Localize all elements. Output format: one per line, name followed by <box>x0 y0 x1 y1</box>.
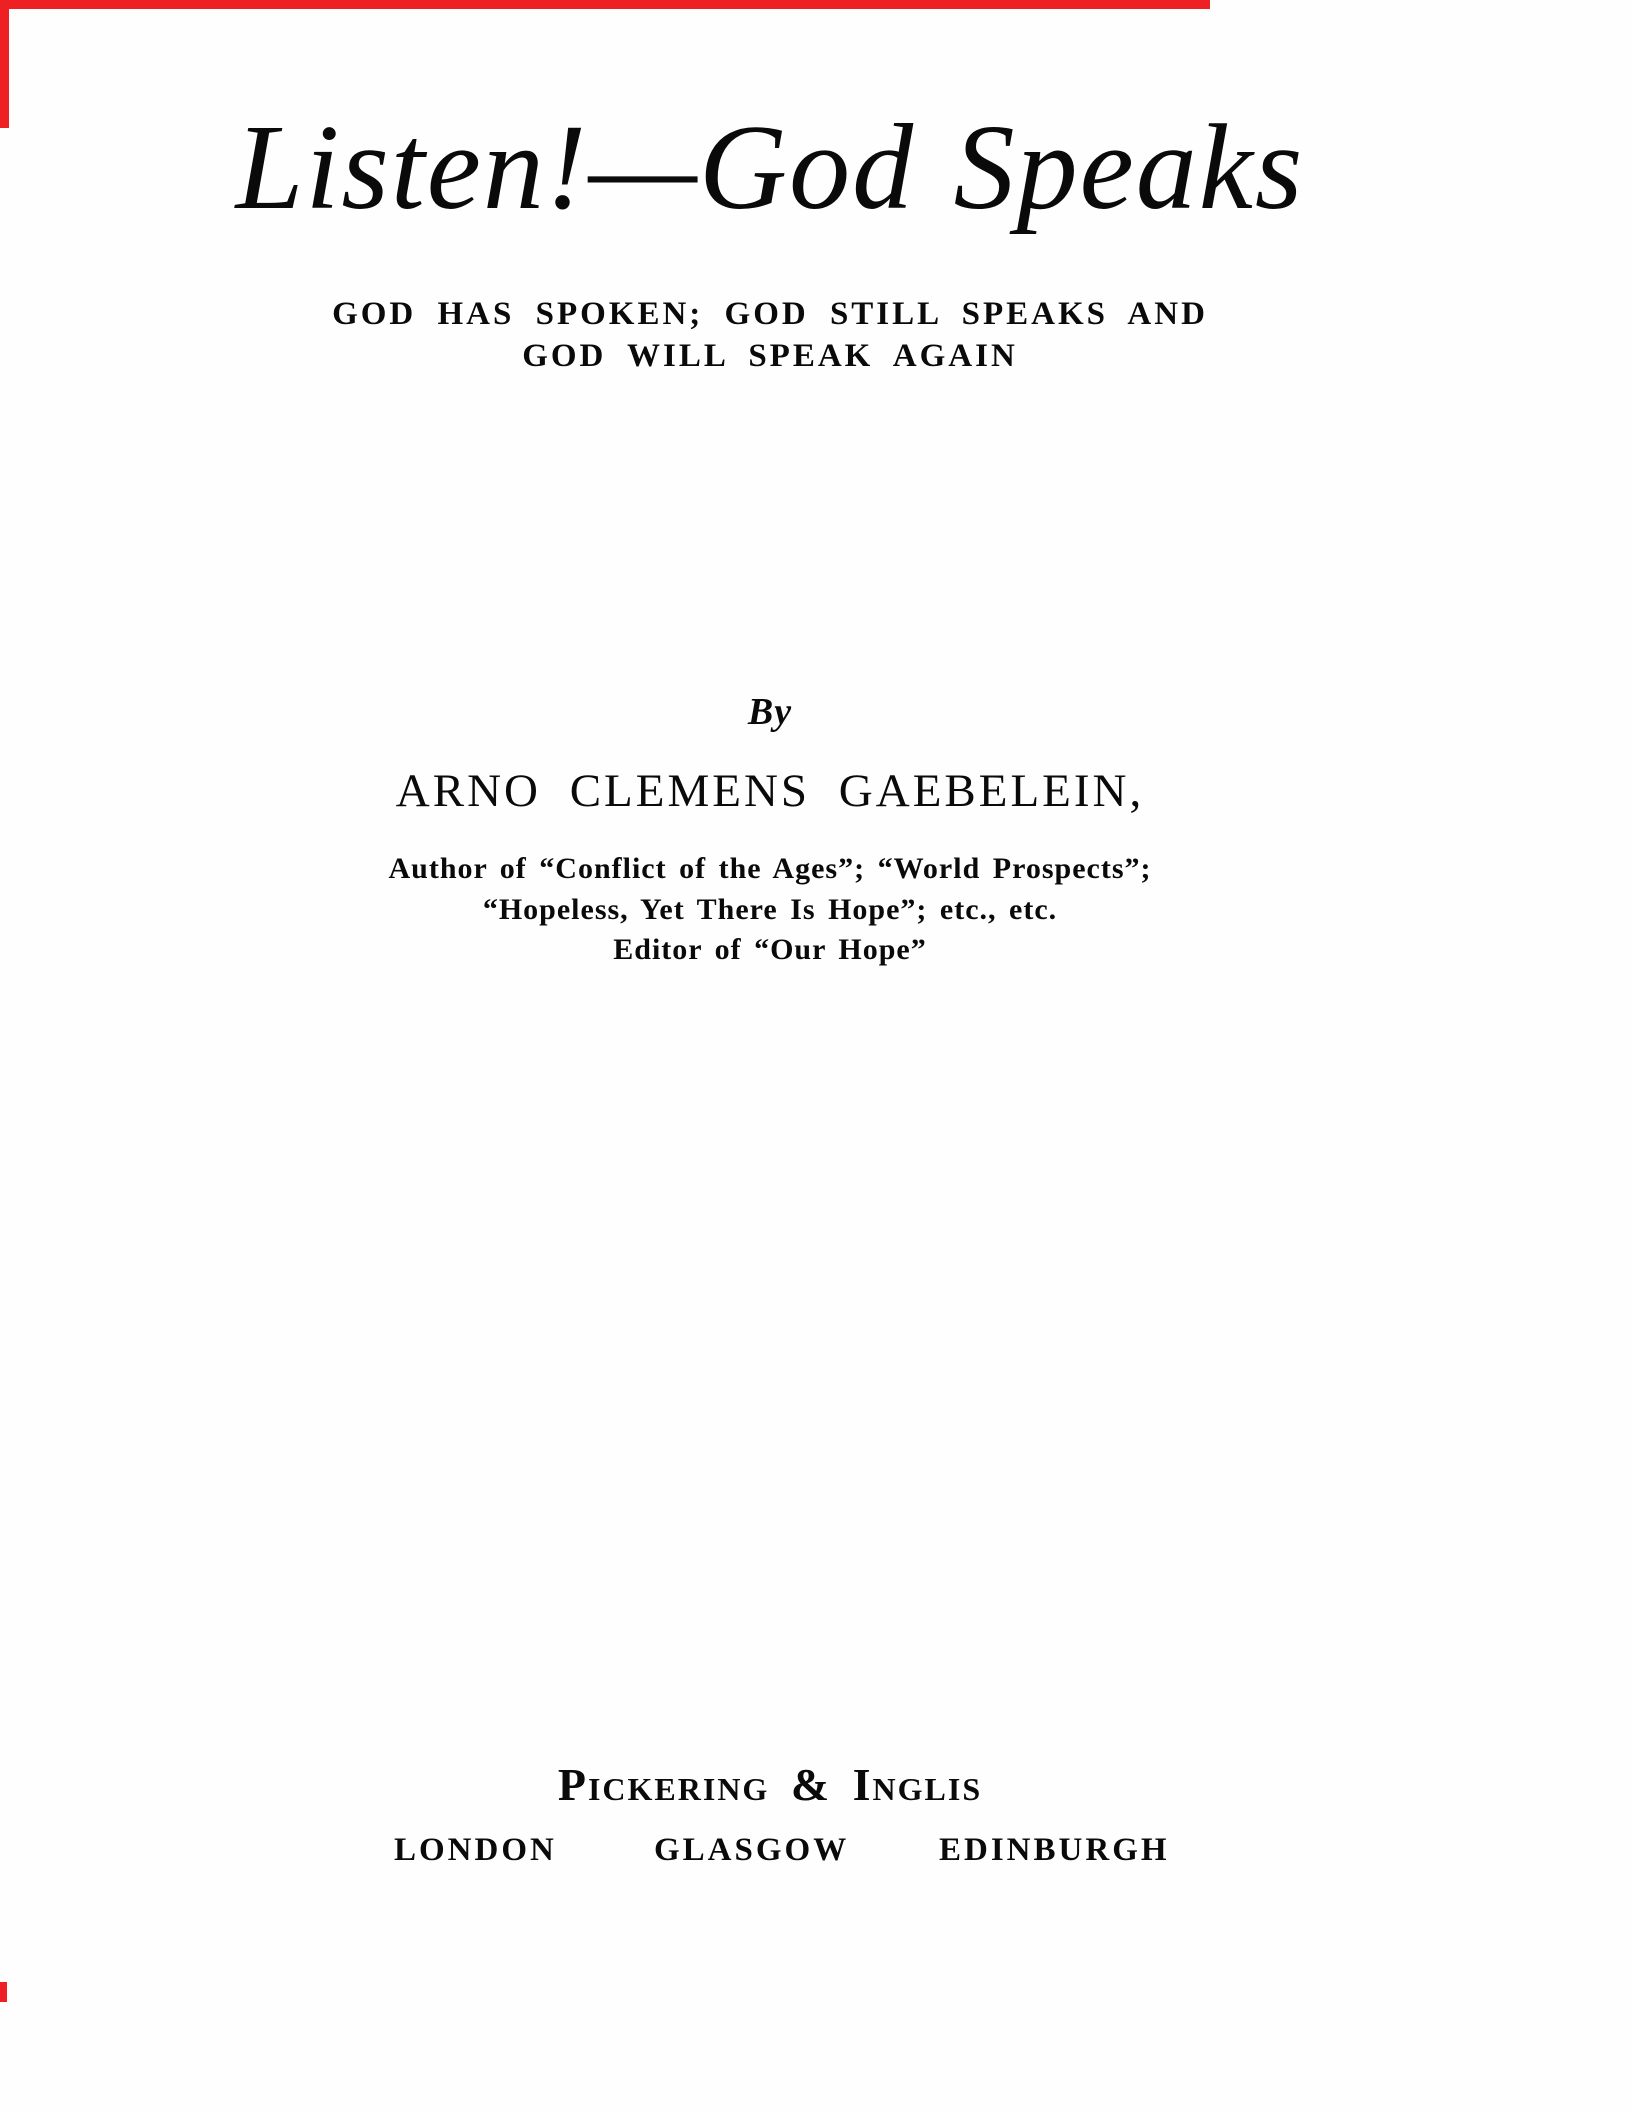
by-label: By <box>747 691 793 733</box>
publisher-city-edinburgh: EDINBURGH <box>939 1832 1170 1868</box>
subtitle-line-2: GOD WILL SPEAK AGAIN <box>522 338 1018 374</box>
subtitle-line-1: GOD HAS SPOKEN; GOD STILL SPEAKS AND <box>332 296 1208 332</box>
publisher-city-london: LONDON <box>394 1832 557 1868</box>
author-credit-line-2: “Hopeless, Yet There Is Hope”; etc., etc. <box>482 893 1058 926</box>
book-title: Listen!—God Speaks <box>235 100 1305 235</box>
publisher-cities-row <box>0 1832 1540 1878</box>
author-credit-line-1: Author of “Conflict of the Ages”; “World Prospects”; <box>388 852 1152 885</box>
publisher-name: Pickering & Inglis <box>557 1759 983 1810</box>
author-name: ARNO CLEMENS GAEBELEIN, <box>395 765 1145 817</box>
publisher-city-glasgow: GLASGOW <box>654 1832 850 1868</box>
author-credit-line-3: Editor of “Our Hope” <box>613 933 927 966</box>
